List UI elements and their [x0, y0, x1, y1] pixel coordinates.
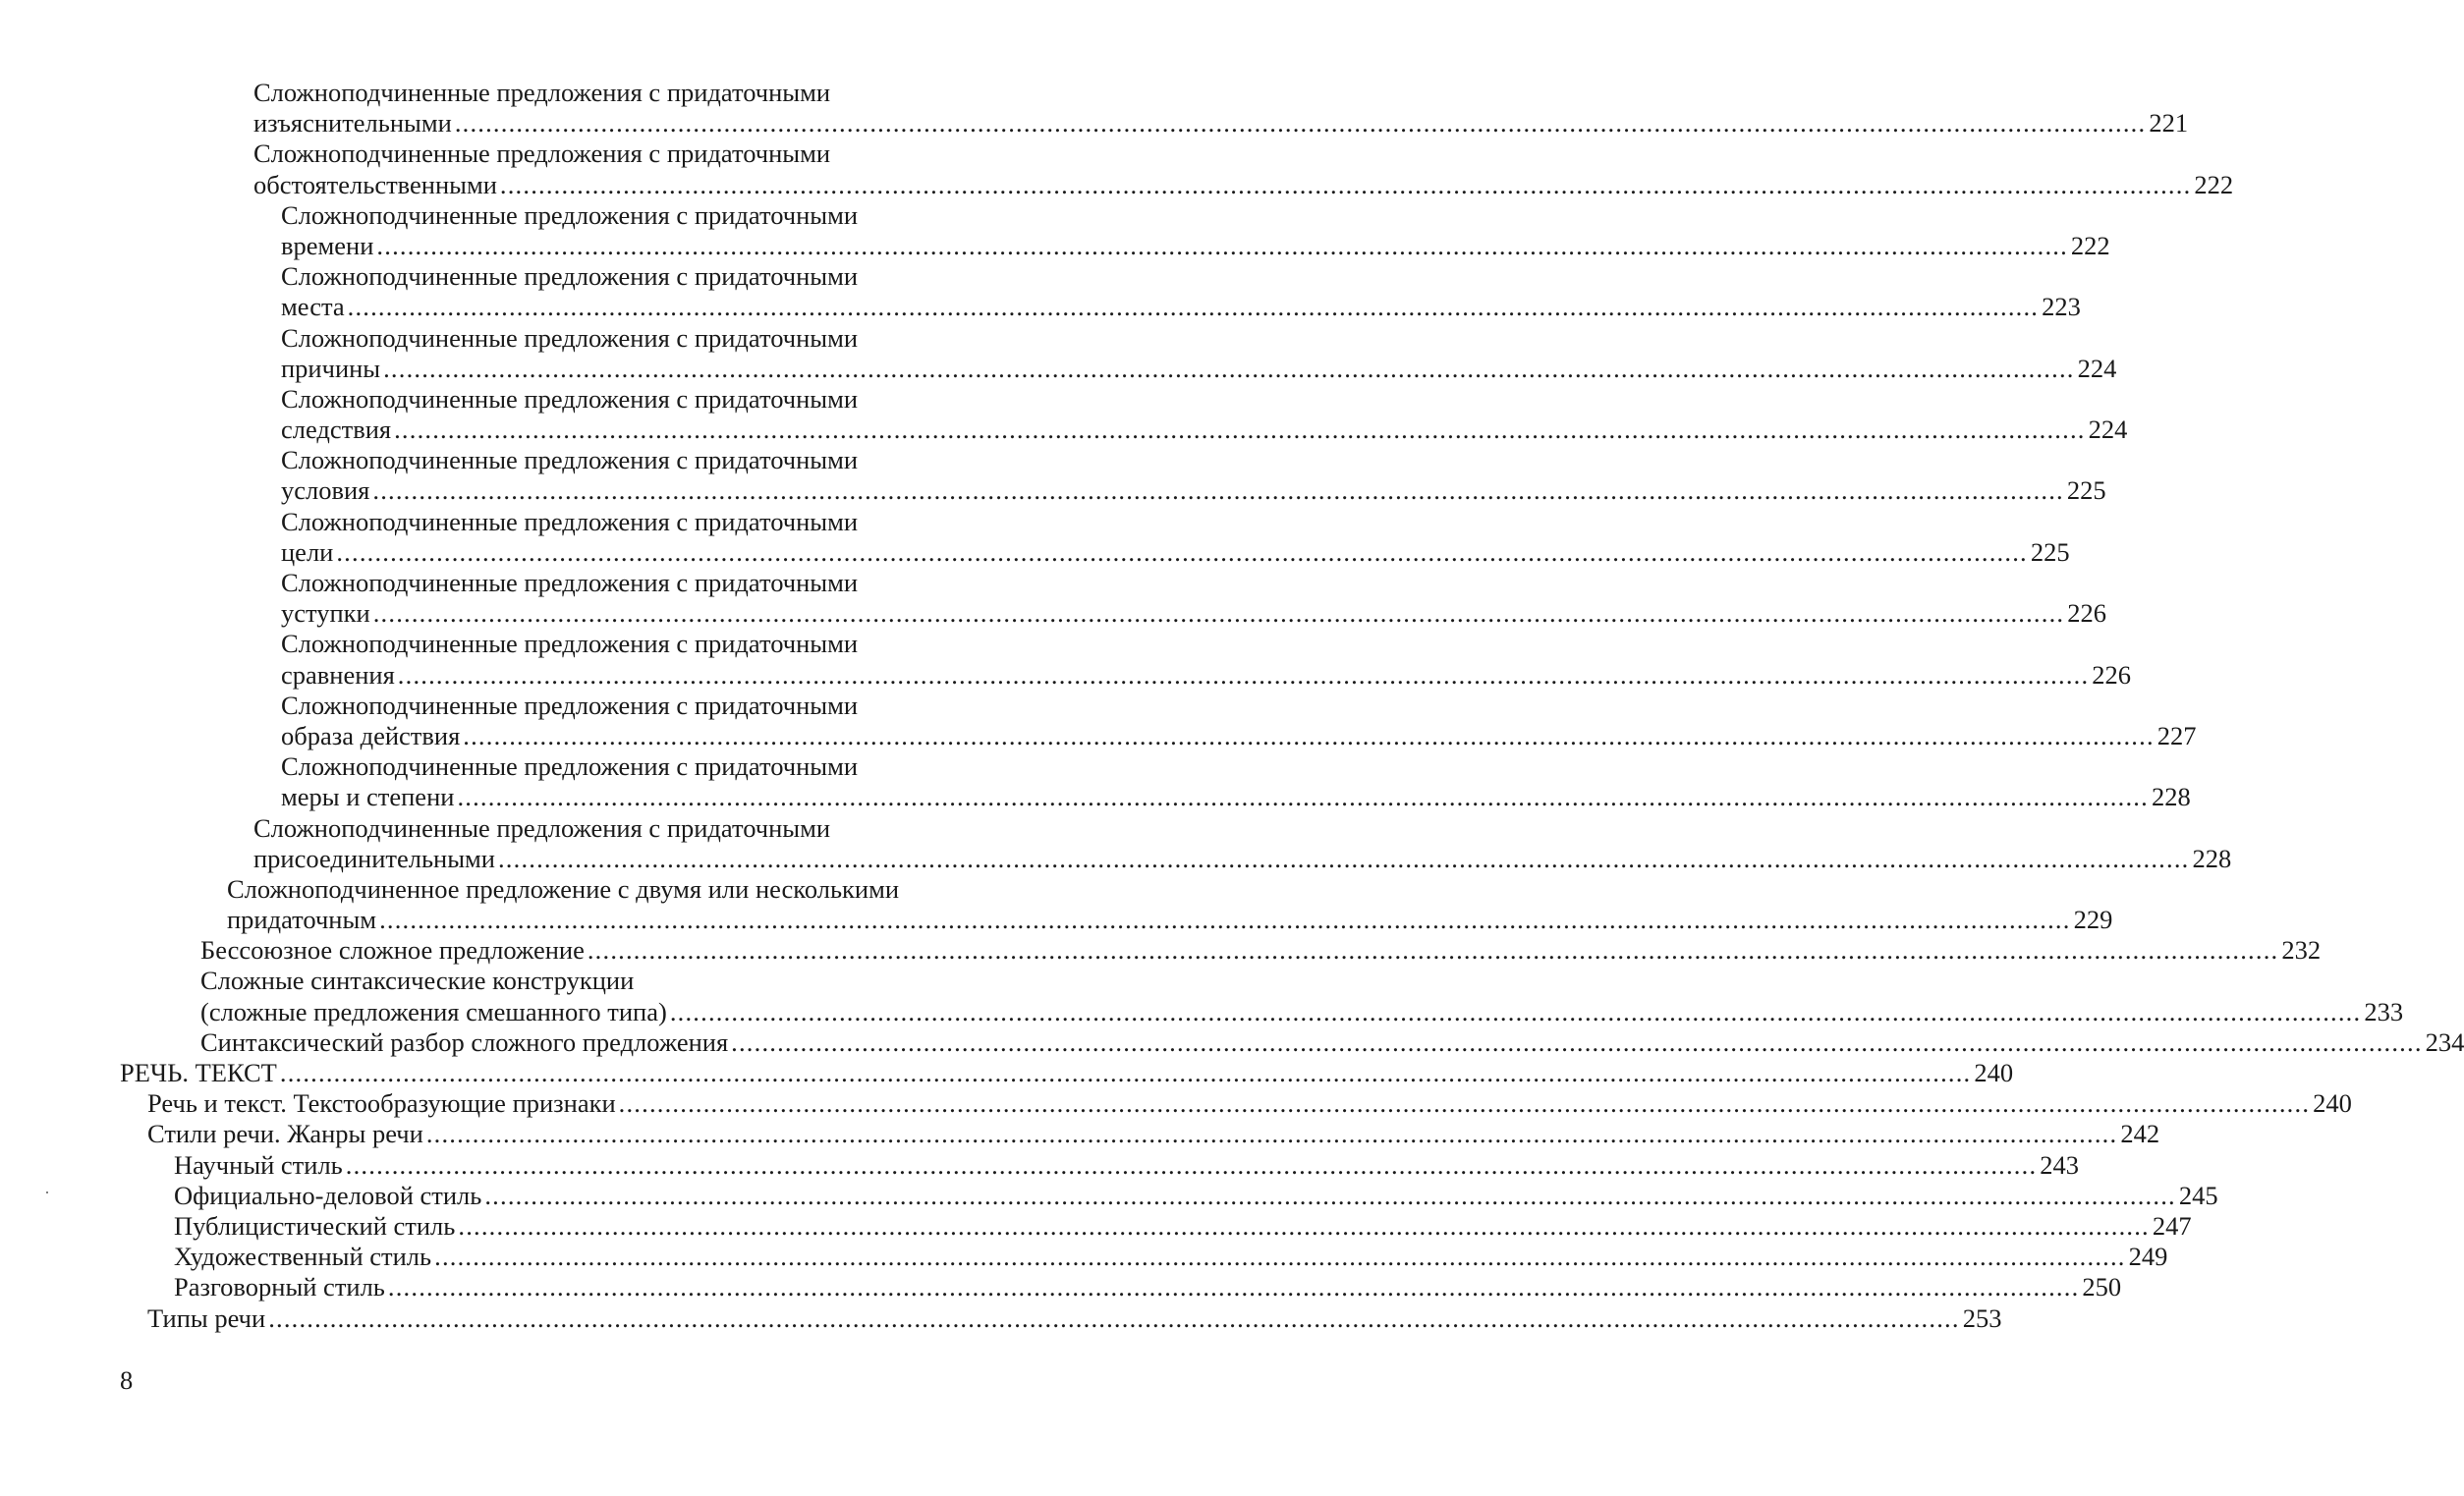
dot-leader: ............................................................................................................................................................................................................................ — [376, 230, 2068, 260]
dot-leader: ............................................................................................................................................................................................................................ — [425, 1119, 2118, 1149]
toc-entry-title: Бессоюзное сложное предложение — [200, 935, 585, 966]
toc-page-number: 240 — [2313, 1088, 2352, 1119]
toc-entry[interactable] — [0, 261, 2081, 322]
toc-entry-title: Типы речи — [147, 1302, 266, 1333]
toc-entry-leader-line — [0, 843, 2232, 874]
toc-entry[interactable] — [0, 1149, 2080, 1181]
toc-entry-leader-line — [0, 782, 2191, 812]
toc-entry[interactable] — [0, 568, 2106, 629]
toc-entry[interactable] — [0, 873, 2113, 935]
toc-entry-leader-line — [0, 1149, 2080, 1181]
toc-entry-leader-line — [0, 169, 2234, 200]
toc-entry-leader-line — [0, 1088, 2352, 1119]
dot-leader: ............................................................................................................................................................................................................................ — [434, 1242, 2126, 1272]
toc-entry-title: Публицистический стиль — [174, 1210, 456, 1241]
toc-entry-title: Официально-деловой стиль — [174, 1180, 482, 1210]
toc-entry-title: Синтаксический разбор сложного предложения — [200, 1026, 729, 1057]
toc-page-number: 233 — [2364, 996, 2404, 1026]
dot-leader: ............................................................................................................................................................................................................................ — [484, 1180, 2176, 1210]
toc-entry-title-line: Сложноподчиненные предложения с придаточными — [281, 445, 859, 475]
toc-entry[interactable] — [0, 322, 2117, 384]
dot-leader: ............................................................................................................................................................................................................................ — [336, 536, 2028, 567]
dot-leader: ............................................................................................................................................................................................................................ — [347, 292, 2040, 322]
toc-entry-title: изъяснительными — [253, 108, 452, 139]
toc-entry-title: обстоятельственными — [253, 169, 497, 199]
toc-entry[interactable] — [0, 1119, 2160, 1149]
toc-entry-title: Разговорный стиль — [174, 1272, 385, 1302]
toc-entry[interactable] — [0, 78, 2189, 139]
toc-page-number: 226 — [2067, 598, 2106, 629]
toc-entry-title-line: Сложноподчиненные предложения с придаточными — [281, 199, 859, 230]
toc-entry-leader-line — [0, 230, 2110, 261]
toc-entry-title-line: Сложноподчиненные предложения с придаточными — [281, 751, 859, 782]
toc-entry-leader-line — [0, 1119, 2160, 1149]
toc-entry[interactable] — [0, 1058, 2014, 1088]
dot-leader: ............................................................................................................................................................................................................................ — [268, 1302, 1960, 1333]
toc-page-number: 226 — [2092, 659, 2132, 690]
toc-page-number: 221 — [2149, 108, 2189, 139]
toc-page-number: 242 — [2120, 1119, 2160, 1149]
toc-entry-title: меры и степени — [281, 782, 455, 812]
toc-page-number: 232 — [2281, 935, 2322, 966]
toc-entry-leader-line — [0, 353, 2117, 384]
toc-entry-leader-line — [0, 1180, 2218, 1211]
page-number: 8 — [120, 1365, 134, 1395]
toc-entry-title-line: Сложноподчиненные предложения с придаточными — [281, 261, 859, 292]
toc-page-number: 240 — [1974, 1058, 2014, 1087]
toc-entry[interactable] — [0, 445, 2106, 506]
toc-entry[interactable] — [0, 1088, 2352, 1119]
dot-leader: ............................................................................................................................................................................................................................ — [397, 659, 2090, 690]
toc-entry-title: следствия — [281, 415, 392, 445]
toc-entry-leader-line — [0, 1058, 2014, 1088]
dot-leader: ............................................................................................................................................................................................................................ — [458, 1210, 2150, 1241]
toc-entry-title: причины — [281, 353, 381, 383]
dot-leader: ............................................................................................................................................................................................................................ — [383, 353, 2075, 383]
dot-leader: ............................................................................................................................................................................................................................ — [379, 905, 2071, 935]
toc-entry-leader-line — [0, 720, 2197, 751]
dot-leader: ............................................................................................................................................................................................................................ — [463, 720, 2155, 750]
toc-page-number: 222 — [2194, 169, 2234, 199]
dot-leader: ............................................................................................................................................................................................................................ — [372, 598, 2065, 629]
toc-entry[interactable] — [0, 751, 2191, 812]
toc-entry-title: образа действия — [281, 720, 461, 750]
toc-entry-title-line: Сложноподчиненные предложения с придаточными — [281, 568, 859, 597]
table-of-contents — [0, 78, 2464, 1334]
toc-entry-title: РЕЧЬ. ТЕКСТ — [120, 1058, 277, 1087]
toc-page-number: 245 — [2178, 1180, 2218, 1210]
toc-entry-title: места — [281, 292, 345, 322]
toc-entry[interactable] — [0, 383, 2128, 445]
toc-entry-leader-line — [0, 659, 2132, 691]
toc-entry-title: Речь и текст. Текстообразующие признаки — [147, 1088, 616, 1119]
toc-page-number: 224 — [2077, 353, 2117, 383]
toc-entry-title: присоединительными — [253, 843, 495, 873]
toc-entry[interactable] — [0, 139, 2234, 199]
dot-leader: ............................................................................................................................................................................................................................ — [454, 108, 2147, 139]
toc-entry[interactable] — [0, 1210, 2192, 1242]
toc-entry-title: (сложные предложения смешанного типа) — [200, 996, 667, 1026]
toc-entry[interactable] — [0, 1272, 2122, 1302]
dot-leader: ............................................................................................................................................................................................................................ — [457, 782, 2149, 812]
toc-page-number: 234 — [2425, 1026, 2464, 1057]
toc-entry-title: Художественный стиль — [174, 1242, 432, 1272]
toc-page-number: 243 — [2040, 1149, 2080, 1180]
toc-entry-leader-line — [0, 108, 2189, 139]
dot-leader: ............................................................................................................................................................................................................................ — [345, 1149, 2038, 1180]
toc-entry-title-line: Сложноподчиненные предложения с придаточными — [281, 322, 859, 353]
toc-entry-leader-line — [0, 996, 2404, 1027]
toc-entry-title-line: Сложноподчиненные предложения с придаточными — [253, 139, 831, 169]
toc-page-number: 223 — [2042, 292, 2081, 322]
toc-page-number: 250 — [2082, 1272, 2122, 1302]
toc-page-number: 249 — [2128, 1242, 2168, 1272]
toc-entry-title: цели — [281, 536, 334, 567]
toc-page-number: 224 — [2088, 415, 2128, 445]
toc-entry-title: Стили речи. Жанры речи — [147, 1119, 423, 1149]
toc-entry[interactable] — [0, 1302, 2002, 1334]
toc-entry[interactable] — [0, 1180, 2218, 1211]
toc-page-number: 228 — [2192, 843, 2232, 873]
dot-leader: ............................................................................................................................................................................................................................ — [394, 415, 2086, 445]
toc-entry-title-line: Сложноподчиненные предложения с придаточными — [253, 812, 831, 843]
toc-entry[interactable] — [0, 690, 2197, 751]
toc-entry-title-line: Сложноподчиненные предложения с придаточными — [281, 690, 859, 720]
toc-entry[interactable] — [0, 1026, 2464, 1058]
toc-entry[interactable] — [0, 812, 2232, 874]
toc-entry-title-line: Сложноподчиненные предложения с придаточными — [281, 629, 859, 659]
toc-page-number: 225 — [2030, 536, 2070, 567]
toc-entry-leader-line — [0, 598, 2106, 629]
toc-page-number: 225 — [2066, 475, 2106, 506]
toc-entry-leader-line — [0, 415, 2128, 445]
toc-entry-leader-line — [0, 1210, 2192, 1242]
toc-entry[interactable] — [0, 966, 2404, 1026]
toc-entry-title-line: Сложноподчиненные предложения с придаточными — [253, 78, 831, 107]
toc-entry-title: сравнения — [281, 659, 395, 690]
toc-entry-leader-line — [0, 1302, 2002, 1334]
toc-entry-leader-line — [0, 935, 2322, 966]
dot-leader: ............................................................................................................................................................................................................................ — [372, 475, 2064, 506]
toc-entry-leader-line — [0, 905, 2113, 935]
toc-page-number: 228 — [2151, 782, 2191, 812]
toc-page-number: 253 — [1962, 1302, 2002, 1333]
dot-leader: ............................................................................................................................................................................................................................ — [499, 169, 2192, 199]
dot-leader: ............................................................................................................................................................................................................................ — [279, 1058, 1972, 1087]
toc-entry-title-line: Сложноподчиненные предложения с придаточными — [281, 383, 859, 414]
toc-entry[interactable] — [0, 1242, 2168, 1272]
toc-entry[interactable] — [0, 935, 2322, 966]
toc-page-number: 247 — [2152, 1210, 2192, 1241]
toc-entry-leader-line — [0, 1272, 2122, 1302]
toc-entry-title-line: Сложные синтаксические конструкции — [200, 966, 635, 996]
toc-entry-leader-line — [0, 1026, 2464, 1058]
toc-page-number: 227 — [2156, 720, 2197, 750]
toc-entry-leader-line — [0, 292, 2081, 322]
toc-entry-leader-line — [0, 475, 2106, 506]
toc-entry-title: Научный стиль — [174, 1149, 343, 1180]
toc-page-number: 222 — [2070, 230, 2110, 260]
toc-page-number: 229 — [2073, 905, 2113, 935]
toc-entry-leader-line — [0, 536, 2070, 568]
toc-entry[interactable] — [0, 629, 2132, 690]
toc-entry[interactable] — [0, 506, 2070, 568]
scan-speck — [46, 1191, 48, 1193]
toc-entry-title: уступки — [281, 598, 370, 629]
dot-leader: ............................................................................................................................................................................................................................ — [587, 935, 2279, 966]
toc-entry[interactable] — [0, 199, 2110, 261]
toc-entry-title-line: Сложноподчиненные предложения с придаточными — [281, 506, 859, 536]
dot-leader: ............................................................................................................................................................................................................................ — [497, 843, 2190, 873]
toc-entry-leader-line — [0, 1242, 2168, 1272]
toc-entry-title: времени — [281, 230, 374, 260]
dot-leader: ............................................................................................................................................................................................................................ — [669, 996, 2362, 1026]
dot-leader: ............................................................................................................................................................................................................................ — [731, 1026, 2423, 1057]
toc-entry-title: условия — [281, 475, 370, 506]
dot-leader: ............................................................................................................................................................................................................................ — [387, 1272, 2080, 1302]
toc-entry-title-line: Сложноподчиненное предложение с двумя или несколькими — [227, 873, 900, 904]
dot-leader: ............................................................................................................................................................................................................................ — [618, 1088, 2311, 1119]
toc-entry-title: придаточным — [227, 905, 377, 935]
